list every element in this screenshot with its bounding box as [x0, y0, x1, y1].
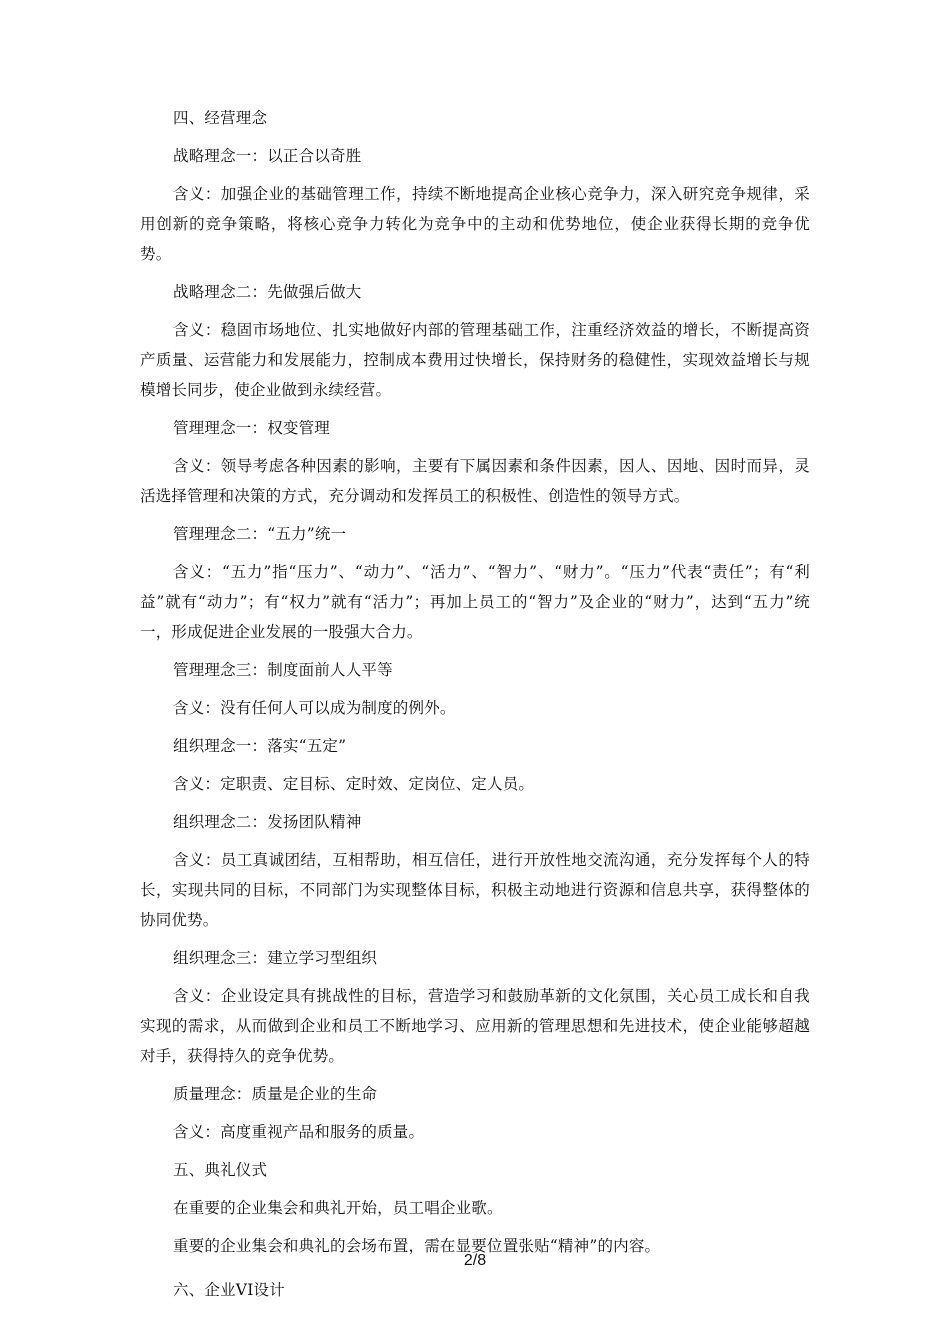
- organization-concept-1-title: 组织理念一：落实“五定”: [173, 737, 347, 755]
- strategy-concept-1-meaning: 含义：加强企业的基础管理工作，持续不断地提高企业核心竞争力，深入研究竞争规律，采用创新的竞争策略，将核心竞争力转化为竞争中的主动和优势地位，使企业获得长期的竞争优势。: [140, 185, 810, 263]
- quality-concept-meaning: 含义：高度重视产品和服务的质量。: [173, 1123, 425, 1141]
- management-concept-2-meaning: 含义：“五力”指“压力”、“动力”、“活力”、“智力”、“财力”。“压力”代表“责任”；有“利益”就有“动力”；有“权力”就有“活力”；再加上员工的“智力”及企业的“财力”，达到“五力”统一，形成促进企业发展的一股强大合力。: [140, 563, 810, 641]
- document-body: [140, 103, 810, 1313]
- strategy-concept-1-title: 战略理念一：以正合以奇胜: [173, 147, 362, 165]
- management-concept-3-meaning: 含义：没有任何人可以成为制度的例外。: [173, 699, 456, 717]
- management-concept-1-title: 管理理念一：权变管理: [173, 419, 331, 437]
- organization-concept-3-meaning: 含义：企业设定具有挑战性的目标，营造学习和鼓励革新的文化氛围，关心员工成长和自我实现的需求，从而做到企业和员工不断地学习、应用新的管理思想和先进技术，使企业能够超越对手，获得持久的竞争优势。: [140, 987, 810, 1065]
- organization-concept-2-title: 组织理念二：发扬团队精神: [173, 813, 362, 831]
- section-heading-ceremony: 五、典礼仪式: [173, 1161, 268, 1179]
- ceremony-paragraph-2: 重要的企业集会和典礼的会场布置，需在显要位置张贴“精神”的内容。: [173, 1237, 661, 1255]
- strategy-concept-2-title: 战略理念二：先做强后做大: [173, 283, 362, 301]
- management-concept-2-title: 管理理念二：“五力”统一: [173, 525, 347, 543]
- ceremony-paragraph-1: 在重要的企业集会和典礼开始，员工唱企业歌。: [173, 1199, 503, 1217]
- management-concept-1-meaning: 含义：领导考虑各种因素的影响，主要有下属因素和条件因素，因人、因地、因时而异，灵活选择管理和决策的方式，充分调动和发挥员工的积极性、创造性的领导方式。: [140, 457, 810, 505]
- organization-concept-2-meaning: 含义：员工真诚团结，互相帮助，相互信任，进行开放性地交流沟通，充分发挥每个人的特长，实现共同的目标，不同部门为实现整体目标，积极主动地进行资源和信息共享，获得整体的协同优势。: [140, 851, 810, 929]
- quality-concept-title: 质量理念：质量是企业的生命: [173, 1085, 378, 1103]
- section-heading-vi-design: 六、企业VI设计: [173, 1281, 285, 1299]
- organization-concept-1-meaning: 含义：定职责、定目标、定时效、定岗位、定人员。: [173, 775, 535, 793]
- management-concept-3-title: 管理理念三：制度面前人人平等: [173, 661, 393, 679]
- strategy-concept-2-meaning: 含义：稳固市场地位、扎实地做好内部的管理基础工作，注重经济效益的增长，不断提高资产质量、运营能力和发展能力，控制成本费用过快增长，保持财务的稳健性，实现效益增长与规模增长同步，使企业做到永续经营。: [140, 321, 810, 399]
- organization-concept-3-title: 组织理念三：建立学习型组织: [173, 949, 378, 967]
- page-number: 2/8: [463, 1252, 487, 1269]
- section-heading-business-philosophy: 四、经营理念: [173, 109, 268, 127]
